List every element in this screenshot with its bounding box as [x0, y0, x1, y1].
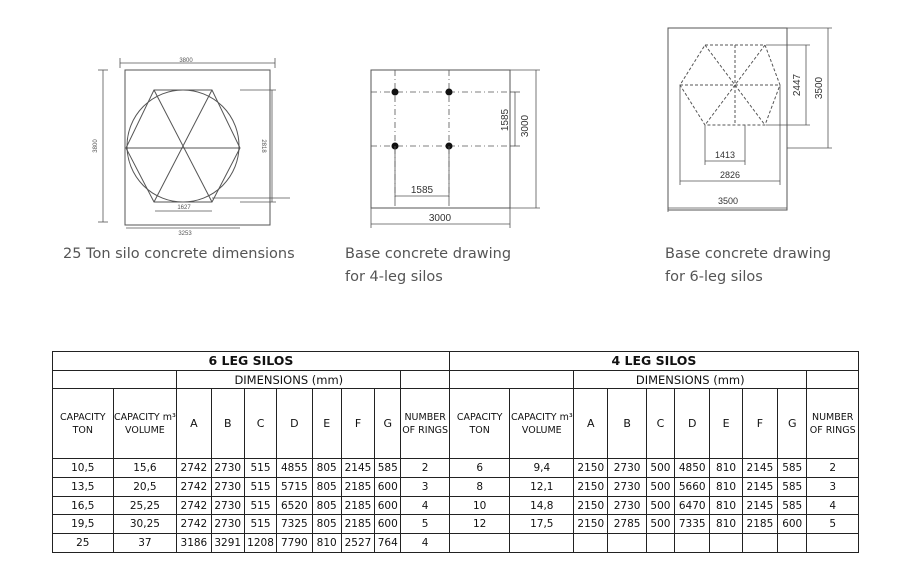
table-cell: 810 — [312, 534, 341, 553]
table-cell: 810 — [710, 459, 742, 478]
table-cell: 4 — [807, 496, 859, 515]
table-cell: 600 — [375, 515, 401, 534]
table-cell: 2185 — [742, 515, 777, 534]
col-header-e: E — [312, 389, 341, 459]
table-cell: 2730 — [608, 496, 646, 515]
table-cell: 585 — [778, 477, 807, 496]
caption-6-leg — [665, 243, 831, 289]
dim-width-1: 1413 — [714, 150, 736, 160]
table-cell — [675, 534, 710, 553]
table-cell: 2742 — [177, 477, 211, 496]
table-cell: 600 — [375, 496, 401, 515]
table-cell: 2145 — [742, 477, 777, 496]
table-cell: 2742 — [177, 515, 211, 534]
table-cell: 2730 — [211, 496, 244, 515]
col-header-c: C — [244, 389, 276, 459]
table-cell: 2185 — [341, 496, 374, 515]
dim-outer-height: 3000 — [520, 114, 531, 138]
table-cell: 3186 — [177, 534, 211, 553]
table-cell: 515 — [244, 515, 276, 534]
table-cell: 3 — [401, 477, 450, 496]
table-cell: 585 — [778, 496, 807, 515]
col-header-a: A — [177, 389, 211, 459]
rings-header: NUMBER OF RINGS — [401, 389, 450, 459]
table-cell: 6 — [449, 459, 510, 478]
table-cell: 13,5 — [53, 477, 114, 496]
table-cell: 4 — [401, 534, 450, 553]
six-leg-title: 6 LEG SILOS — [53, 352, 450, 371]
table-cell: 20,5 — [113, 477, 177, 496]
col-header-d: D — [675, 389, 710, 459]
caption-6-leg-line1: Base concrete drawing — [665, 246, 832, 262]
col-header-d: D — [277, 389, 312, 459]
table-cell: 515 — [244, 459, 276, 478]
table-cell: 25,25 — [113, 496, 177, 515]
silo-25-ton-drawing — [80, 50, 300, 240]
table-cell: 2742 — [177, 459, 211, 478]
dim-outer-height: 3500 — [814, 76, 825, 100]
table-cell: 515 — [244, 496, 276, 515]
table-cell: 2145 — [742, 496, 777, 515]
table-cell: 4850 — [675, 459, 710, 478]
table-cell — [574, 534, 608, 553]
table-cell — [807, 534, 859, 553]
dim-width-top: 3800 — [179, 58, 193, 64]
base-4-leg-drawing — [365, 60, 550, 235]
table-cell: 2145 — [742, 459, 777, 478]
dim-right: 2818 — [260, 139, 266, 153]
table-row — [53, 459, 859, 478]
table-cell: 5 — [807, 515, 859, 534]
table-cell — [449, 534, 510, 553]
table-cell: 500 — [646, 477, 674, 496]
table-cell: 810 — [710, 496, 742, 515]
table-row — [53, 496, 859, 515]
table-cell: 2150 — [574, 515, 608, 534]
capacity-m3-header: CAPACITY m³ VOLUME — [510, 389, 574, 459]
col-header-b: B — [608, 389, 646, 459]
table-cell: 3291 — [211, 534, 244, 553]
table-row — [53, 515, 859, 534]
col-header-g: G — [778, 389, 807, 459]
rings-header: NUMBER OF RINGS — [807, 389, 859, 459]
table-cell — [646, 534, 674, 553]
col-header-f: F — [742, 389, 777, 459]
table-row — [53, 534, 859, 553]
table-cell: 5 — [401, 515, 450, 534]
table-cell: 7325 — [277, 515, 312, 534]
table-cell — [510, 534, 574, 553]
dim-inner-height: 2447 — [792, 73, 803, 97]
table-cell: 15,6 — [113, 459, 177, 478]
table-cell: 7335 — [675, 515, 710, 534]
table-cell: 515 — [244, 477, 276, 496]
table-cell: 600 — [778, 515, 807, 534]
table-cell: 585 — [375, 459, 401, 478]
table-cell — [710, 534, 742, 553]
col-header-a: A — [574, 389, 608, 459]
table-cell: 14,8 — [510, 496, 574, 515]
base-6-leg-drawing — [660, 22, 840, 217]
table-cell: 9,4 — [510, 459, 574, 478]
table-cell: 1208 — [244, 534, 276, 553]
table-cell: 2742 — [177, 496, 211, 515]
table-cell: 2 — [807, 459, 859, 478]
table-cell: 2527 — [341, 534, 374, 553]
dim-inner: 1627 — [177, 205, 191, 211]
table-cell: 10,5 — [53, 459, 114, 478]
col-header-b: B — [211, 389, 244, 459]
header-blank — [53, 370, 177, 389]
dim-inner-height: 1585 — [500, 108, 511, 132]
table-cell: 2185 — [341, 477, 374, 496]
table-cell: 2730 — [211, 515, 244, 534]
table-cell: 500 — [646, 515, 674, 534]
dim-width-2: 2826 — [719, 170, 741, 180]
table-cell: 4855 — [277, 459, 312, 478]
table-cell: 500 — [646, 496, 674, 515]
col-header-g: G — [375, 389, 401, 459]
table-cell: 805 — [312, 496, 341, 515]
table-cell: 4 — [401, 496, 450, 515]
col-header-e: E — [710, 389, 742, 459]
table-cell: 37 — [113, 534, 177, 553]
table-cell: 6520 — [277, 496, 312, 515]
table-cell: 2185 — [341, 515, 374, 534]
caption-6-leg-line2: for 6-leg silos — [665, 269, 763, 285]
table-cell: 2 — [401, 459, 450, 478]
table-cell: 8 — [449, 477, 510, 496]
table-cell: 16,5 — [53, 496, 114, 515]
table-cell: 2150 — [574, 496, 608, 515]
table-cell: 764 — [375, 534, 401, 553]
table-cell: 17,5 — [510, 515, 574, 534]
table-cell: 585 — [778, 459, 807, 478]
caption-25-ton: 25 Ton silo concrete dimensions — [63, 246, 295, 262]
table-cell: 2145 — [341, 459, 374, 478]
table-cell: 25 — [53, 534, 114, 553]
table-cell: 2730 — [211, 459, 244, 478]
table-cell — [778, 534, 807, 553]
table-cell: 810 — [710, 515, 742, 534]
col-header-f: F — [341, 389, 374, 459]
table-cell: 2730 — [211, 477, 244, 496]
table-cell: 6470 — [675, 496, 710, 515]
table-cell: 12,1 — [510, 477, 574, 496]
four-dimensions-label: DIMENSIONS (mm) — [574, 370, 807, 389]
table-cell — [608, 534, 646, 553]
four-leg-title: 4 LEG SILOS — [449, 352, 858, 371]
table-cell: 2150 — [574, 459, 608, 478]
six-dimensions-label: DIMENSIONS (mm) — [177, 370, 401, 389]
table-cell: 30,25 — [113, 515, 177, 534]
capacity-m3-header: CAPACITY m³ VOLUME — [113, 389, 177, 459]
table-cell: 2730 — [608, 477, 646, 496]
table-cell: 12 — [449, 515, 510, 534]
table-cell: 5715 — [277, 477, 312, 496]
table-cell: 805 — [312, 459, 341, 478]
header-blank — [401, 370, 450, 389]
table-cell: 3 — [807, 477, 859, 496]
capacity-ton-header: CAPACITY TON — [449, 389, 510, 459]
silo-spec-table — [52, 351, 859, 553]
table-cell: 805 — [312, 515, 341, 534]
table-cell: 600 — [375, 477, 401, 496]
header-blank — [807, 370, 859, 389]
capacity-ton-header: CAPACITY TON — [53, 389, 114, 459]
table-cell: 2150 — [574, 477, 608, 496]
dim-inner-width: 1585 — [410, 185, 434, 196]
caption-4-leg-line1: Base concrete drawing — [345, 246, 512, 262]
col-header-c: C — [646, 389, 674, 459]
table-cell: 2785 — [608, 515, 646, 534]
table-cell: 2730 — [608, 459, 646, 478]
dim-bottom: 3253 — [178, 231, 192, 237]
dim-height-left: 3800 — [93, 139, 99, 153]
dim-width-3: 3500 — [717, 196, 739, 206]
header-blank — [449, 370, 573, 389]
caption-4-leg — [345, 243, 511, 289]
dim-outer-width: 3000 — [428, 213, 452, 224]
table-cell: 810 — [710, 477, 742, 496]
table-cell: 5660 — [675, 477, 710, 496]
caption-4-leg-line2: for 4-leg silos — [345, 269, 443, 285]
table-cell: 7790 — [277, 534, 312, 553]
table-cell: 805 — [312, 477, 341, 496]
table-cell: 19,5 — [53, 515, 114, 534]
table-cell — [742, 534, 777, 553]
table-cell: 10 — [449, 496, 510, 515]
table-cell: 500 — [646, 459, 674, 478]
table-row — [53, 477, 859, 496]
